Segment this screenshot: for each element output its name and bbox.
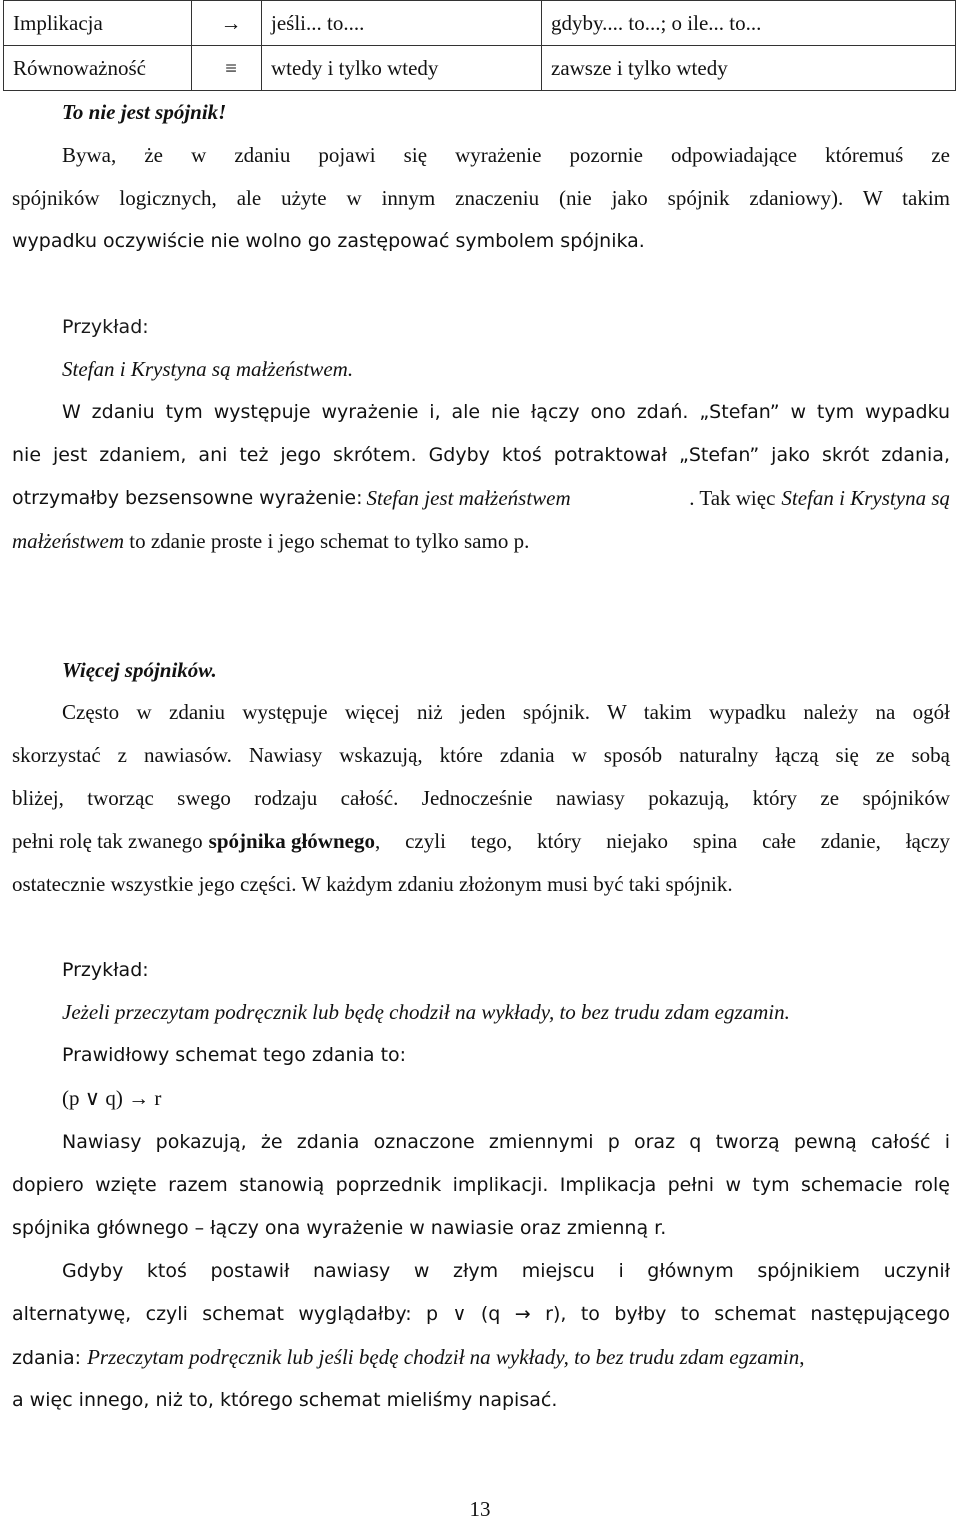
text-run: , czyli tego, który niejako spina całe zdanie, łączy <box>374 829 950 853</box>
paragraph-line <box>12 527 529 555</box>
paragraph-line: skorzystać z nawiasów. Nawiasy wskazują, które zdania w sposób naturalny łączą się ze sobą <box>12 743 950 767</box>
paragraph-line: a więc innego, niż to, którego schemat mieliśmy napisać. <box>12 1389 558 1411</box>
paragraph-line <box>12 484 950 512</box>
section-heading: To nie jest spójnik! <box>62 100 227 124</box>
connective-symbol: → <box>192 1 262 46</box>
paragraph-line: wypadku oczywiście nie wolno go zastępować symbolem spójnika. <box>12 230 645 252</box>
section-heading: Więcej spójników. <box>62 658 217 682</box>
paragraph-line: Gdyby ktoś postawił nawiasy w złym miejscu i głównym spójnikiem uczynił <box>62 1260 950 1282</box>
connective-name: Implikacja <box>4 1 192 46</box>
text-run: Stefan i Krystyna są <box>781 486 950 510</box>
connective-symbol: ≡ <box>192 46 262 91</box>
text-run: Przeczytam podręcznik lub jeśli będę chodził na wykłady, to bez trudu zdam egzamin <box>87 1345 800 1369</box>
connective-reading: jeśli... to.... <box>262 1 542 46</box>
paragraph-line: spójników logicznych, ale użyte w innym znaczeniu (nie jako spójnik zdaniowy). W takim <box>12 186 950 210</box>
text-run: otrzymałby bezsensowne wyrażenie: <box>12 487 363 509</box>
page-number: 13 <box>469 1497 491 1521</box>
connective-name: Równoważność <box>4 46 192 91</box>
example-label: Przykład: <box>62 316 149 338</box>
text-run: . Tak więc <box>689 486 776 510</box>
paragraph-line: dopiero wzięte razem stanowią poprzednik implikacji. Implikacja pełni w tym schemacie rolę <box>12 1174 950 1196</box>
logic-schema: (p ∨ q) → r <box>62 1086 162 1110</box>
connective-alt-reading: gdyby.... to...; o ile... to... <box>542 1 956 46</box>
paragraph-line: alternatywę, czyli schemat wyglądałby: p ∨ (q → r), to byłby to schemat następującego <box>12 1303 950 1325</box>
text-run: , <box>799 1345 805 1369</box>
main-connective-term: spójnika głównego <box>208 829 375 853</box>
example-sentence: Jeżeli przeczytam podręcznik lub będę chodził na wykłady, to bez trudu zdam egzamin. <box>62 1000 790 1024</box>
paragraph-line <box>12 1343 805 1372</box>
connective-reading: wtedy i tylko wtedy <box>262 46 542 91</box>
paragraph-line: spójnika głównego – łączy ona wyrażenie w nawiasie oraz zmienną r. <box>12 1217 667 1239</box>
text-run: zdania: <box>12 1347 88 1369</box>
paragraph-line: Często w zdaniu występuje więcej niż jeden spójnik. W takim wypadku należy na ogół <box>62 700 950 724</box>
example-sentence: Stefan i Krystyna są małżeństwem. <box>62 357 354 381</box>
text-run: małżeństwem <box>12 529 124 553</box>
table-row <box>4 1 956 46</box>
paragraph-line: Bywa, że w zdaniu pojawi się wyrażenie pozornie odpowiadające któremuś ze <box>62 143 950 167</box>
text-run: Stefan jest małżeństwem <box>366 486 571 510</box>
paragraph-line: ostatecznie wszystkie jego części. W każdym zdaniu złożonym musi być taki spójnik. <box>12 872 733 896</box>
connectives-table <box>3 0 956 91</box>
connective-alt-reading: zawsze i tylko wtedy <box>542 46 956 91</box>
example-label: Przykład: <box>62 959 149 981</box>
text-run: pełni rolę tak zwanego <box>12 829 203 853</box>
paragraph-line: Prawidłowy schemat tego zdania to: <box>62 1044 407 1066</box>
paragraph-line: W zdaniu tym występuje wyrażenie i, ale nie łączy ono zdań. „Stefan” w tym wypadku <box>62 401 950 423</box>
paragraph-line: Nawiasy pokazują, że zdania oznaczone zmiennymi p oraz q tworzą pewną całość i <box>62 1131 950 1153</box>
paragraph-line: nie jest zdaniem, ani też jego skrótem. Gdyby ktoś potraktował „Stefan” jako skrót zdania, <box>12 444 950 466</box>
paragraph-line: bliżej, tworząc swego rodzaju całość. Jednocześnie nawiasy pokazują, który ze spójników <box>12 786 950 810</box>
text-run: to zdanie proste i jego schemat to tylko samo p. <box>124 529 530 553</box>
table-row <box>4 46 956 91</box>
paragraph-line <box>12 827 950 855</box>
